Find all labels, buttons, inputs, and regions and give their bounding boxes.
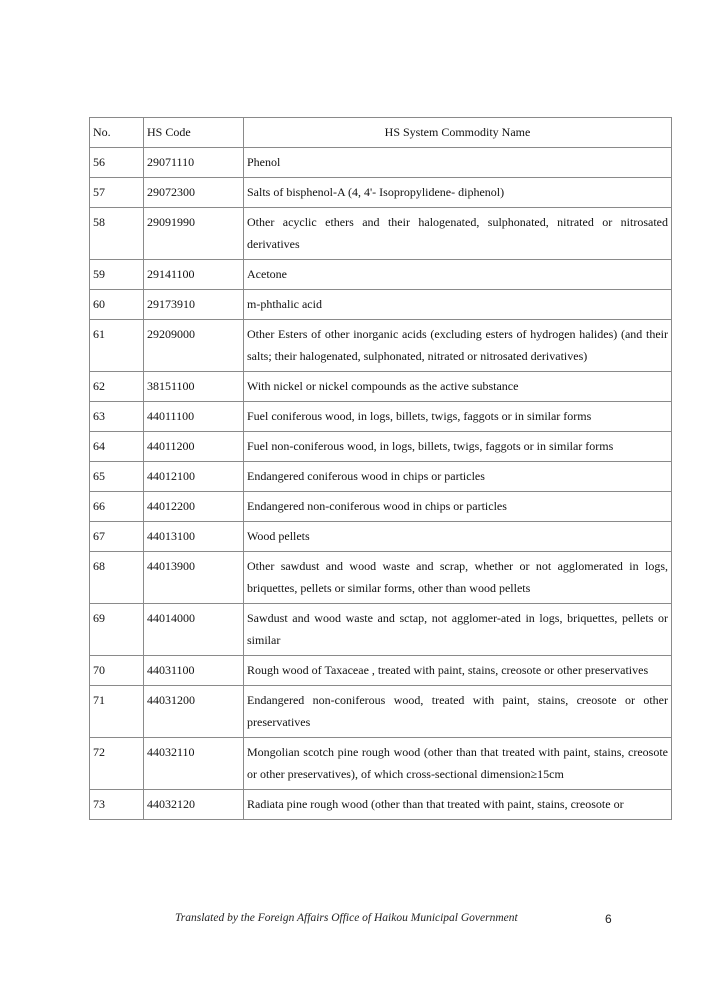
hs-code-cell: 29091990	[144, 208, 244, 260]
commodity-name-cell: Other Esters of other inorganic acids (excluding esters of hydrogen halides) (and their salts; their halogenated, sulphonated, nitrated or nitrosated derivatives)	[244, 320, 672, 372]
table-row	[90, 208, 672, 260]
hs-code-cell: 44011200	[144, 432, 244, 462]
table-header-row	[90, 118, 672, 148]
table-header	[90, 118, 672, 148]
hs-code-cell: 44013900	[144, 552, 244, 604]
hs-code-cell: 44014000	[144, 604, 244, 656]
header-commodity-name: HS System Commodity Name	[244, 118, 672, 148]
header-hs-code: HS Code	[144, 118, 244, 148]
row-number-cell: 58	[90, 208, 144, 260]
table-row	[90, 432, 672, 462]
commodity-name-cell: Endangered non-coniferous wood, treated with paint, stains, creosote or other preservatives	[244, 686, 672, 738]
hs-code-cell: 29072300	[144, 178, 244, 208]
hs-commodity-table	[89, 117, 672, 820]
commodity-name-cell: Acetone	[244, 260, 672, 290]
header-no: No.	[90, 118, 144, 148]
commodity-name-cell: Wood pellets	[244, 522, 672, 552]
table-row	[90, 260, 672, 290]
table-row	[90, 290, 672, 320]
table-row	[90, 790, 672, 820]
hs-code-cell: 44032110	[144, 738, 244, 790]
table-row	[90, 492, 672, 522]
table-row	[90, 738, 672, 790]
hs-code-cell: 44012200	[144, 492, 244, 522]
table-row	[90, 552, 672, 604]
commodity-name-cell: Endangered non-coniferous wood in chips or particles	[244, 492, 672, 522]
commodity-name-cell: Endangered coniferous wood in chips or particles	[244, 462, 672, 492]
footer-translation-note: Translated by the Foreign Affairs Office of Haikou Municipal Government	[175, 912, 518, 924]
commodity-name-cell: Fuel non-coniferous wood, in logs, billets, twigs, faggots or in similar forms	[244, 432, 672, 462]
table-body	[90, 148, 672, 820]
row-number-cell: 68	[90, 552, 144, 604]
hs-code-cell: 44011100	[144, 402, 244, 432]
row-number-cell: 64	[90, 432, 144, 462]
commodity-name-cell: With nickel or nickel compounds as the active substance	[244, 372, 672, 402]
table-row	[90, 686, 672, 738]
row-number-cell: 63	[90, 402, 144, 432]
table-row	[90, 148, 672, 178]
commodity-name-cell: Other acyclic ethers and their halogenated, sulphonated, nitrated or nitrosated derivatives	[244, 208, 672, 260]
row-number-cell: 71	[90, 686, 144, 738]
commodity-name-cell: Phenol	[244, 148, 672, 178]
commodity-name-cell: Salts of bisphenol-A (4, 4'- Isopropylidene- diphenol)	[244, 178, 672, 208]
hs-code-cell: 29141100	[144, 260, 244, 290]
page-number: 6	[605, 912, 612, 926]
hs-code-cell: 44013100	[144, 522, 244, 552]
hs-code-cell: 44031100	[144, 656, 244, 686]
hs-code-cell: 29071110	[144, 148, 244, 178]
commodity-name-cell: Rough wood of Taxaceae , treated with paint, stains, creosote or other preservatives	[244, 656, 672, 686]
table-row	[90, 604, 672, 656]
row-number-cell: 72	[90, 738, 144, 790]
hs-code-cell: 29173910	[144, 290, 244, 320]
table-row	[90, 522, 672, 552]
row-number-cell: 70	[90, 656, 144, 686]
hs-code-cell: 38151100	[144, 372, 244, 402]
table-row	[90, 372, 672, 402]
row-number-cell: 66	[90, 492, 144, 522]
commodity-name-cell: Other sawdust and wood waste and scrap, whether or not agglomerated in logs, briquettes, pellets or similar forms, other than wood pellets	[244, 552, 672, 604]
commodity-name-cell: Sawdust and wood waste and sctap, not agglomer-ated in logs, briquettes, pellets or similar	[244, 604, 672, 656]
hs-code-cell: 44031200	[144, 686, 244, 738]
row-number-cell: 65	[90, 462, 144, 492]
commodity-name-cell: Mongolian scotch pine rough wood (other than that treated with paint, stains, creosote or other preservatives), of which cross-sectional dimension≥15cm	[244, 738, 672, 790]
row-number-cell: 56	[90, 148, 144, 178]
hs-code-cell: 29209000	[144, 320, 244, 372]
hs-code-cell: 44012100	[144, 462, 244, 492]
commodity-name-cell: m-phthalic acid	[244, 290, 672, 320]
table-row	[90, 178, 672, 208]
row-number-cell: 59	[90, 260, 144, 290]
row-number-cell: 57	[90, 178, 144, 208]
commodity-name-cell: Fuel coniferous wood, in logs, billets, twigs, faggots or in similar forms	[244, 402, 672, 432]
row-number-cell: 60	[90, 290, 144, 320]
table-row	[90, 462, 672, 492]
row-number-cell: 73	[90, 790, 144, 820]
row-number-cell: 67	[90, 522, 144, 552]
row-number-cell: 61	[90, 320, 144, 372]
hs-code-cell: 44032120	[144, 790, 244, 820]
table-row	[90, 402, 672, 432]
table-row	[90, 656, 672, 686]
commodity-name-cell: Radiata pine rough wood (other than that treated with paint, stains, creosote or	[244, 790, 672, 820]
row-number-cell: 69	[90, 604, 144, 656]
row-number-cell: 62	[90, 372, 144, 402]
table-row	[90, 320, 672, 372]
